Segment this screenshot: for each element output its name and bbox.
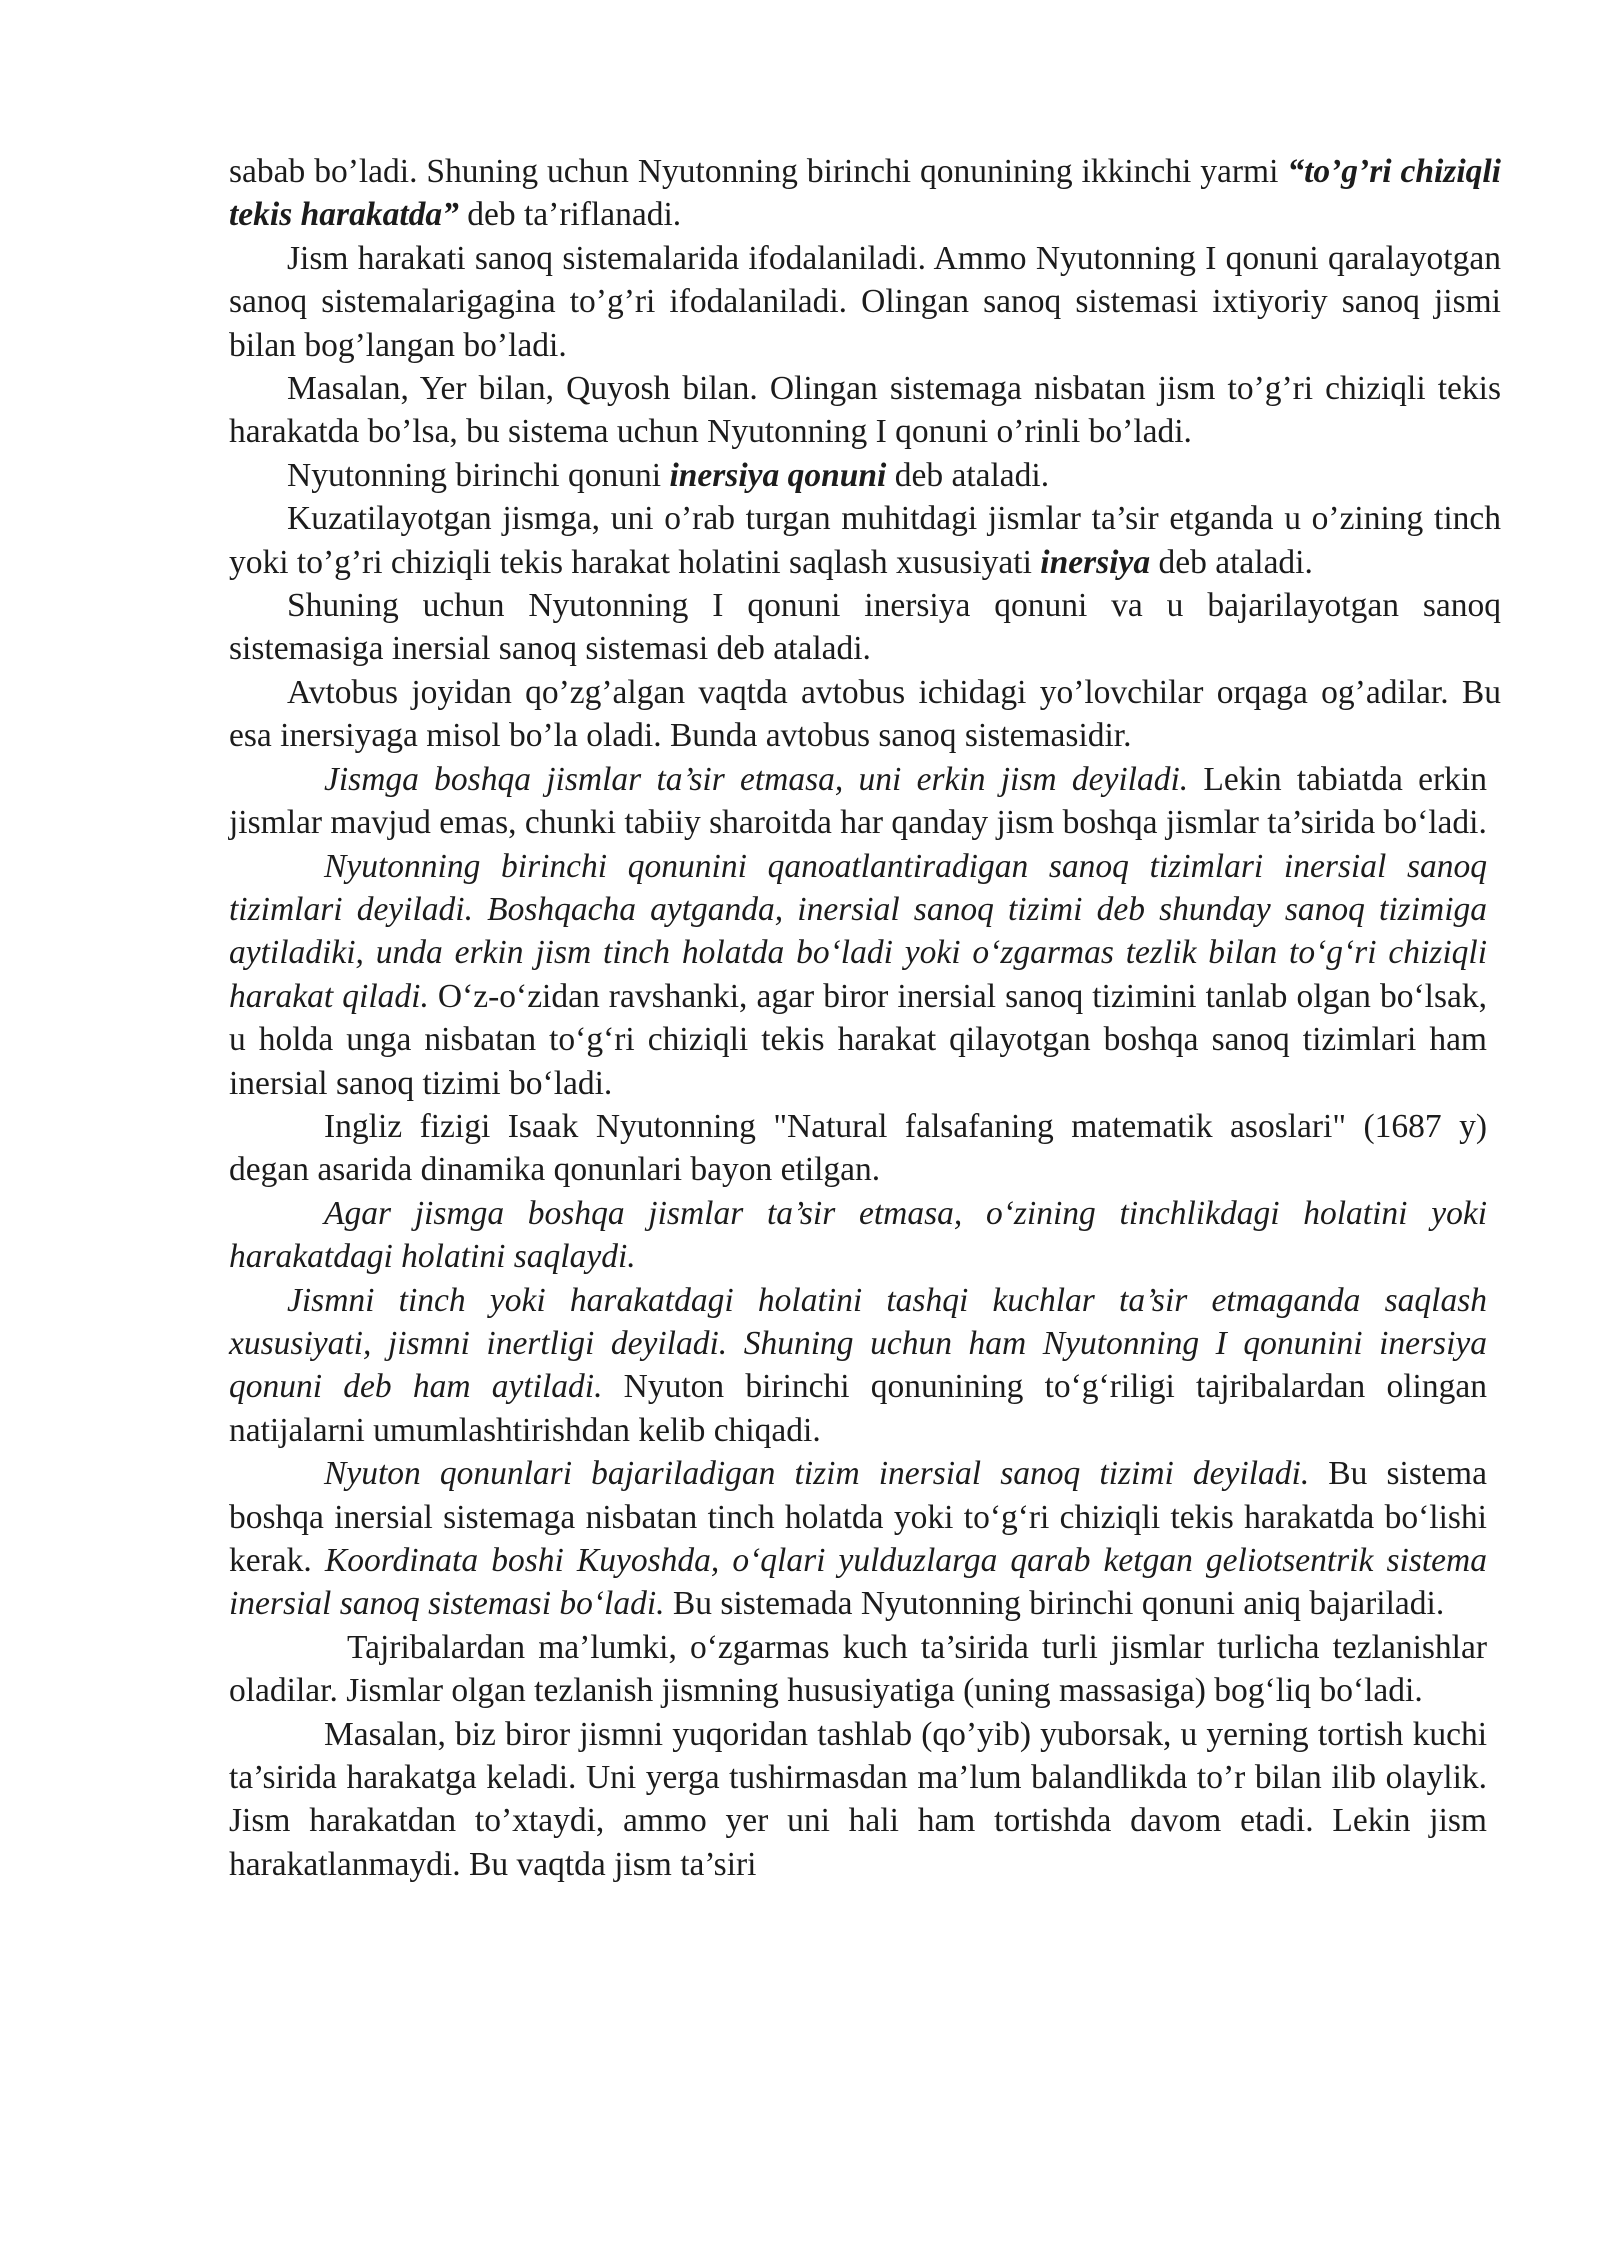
paragraph-8: Jismga boshqa jismlar ta’sir etmasa, uni erkin jism deyiladi. Lekin tabiatda erkin jismlar mavjud emas, chunki tabiiy sharoitda har qanday jism boshqa jismlar ta’sirida bo‘ladi. [229, 760, 1487, 842]
paragraph-1: sabab bo’ladi. Shuning uchun Nyutonning birinchi qonunining ikkinchi yarmi “to’g’ri chiziqli tekis harakatda” deb ta’riflanadi. [229, 153, 1501, 234]
document-page [229, 150, 1501, 1886]
italic-definition: Nyuton qonunlari bajariladigan tizim inersial sanoq tizimi deyiladi. [324, 1455, 1310, 1493]
paragraph-5: Kuzatilayotgan jismga, uni o’rab turgan muhitdagi jismlar ta’sir etganda u o’zining tinch yoki to’g’ri chiziqli tekis harakat holatini saqlash xususiyati inersiya deb ataladi. [229, 500, 1501, 581]
italic-definition: Jismga boshqa jismlar ta’sir etmasa, uni erkin jism deyiladi. [324, 760, 1189, 798]
paragraph-6: Shuning uchun Nyutonning I qonuni inersiya qonuni va u bajarilayotgan sanoq sistemasiga inersial sanoq sistemasi deb ataladi. [229, 587, 1501, 668]
italic-definition: Agar jismga boshqa jismlar ta’sir etmasa, o‘zining tinchlikdagi holatini yoki harakatdagi holatini saqlaydi. [229, 1194, 1487, 1276]
italic-definition: Koordinata boshi Kuyoshda, o‘qlari yulduzlarga qarab ketgan geliotsentrik sistema inersial sanoq sistemasi bo‘ladi. [229, 1542, 1487, 1623]
bold-italic-term: inersiya [1040, 543, 1151, 581]
paragraph-2: Jism harakati sanoq sistemalarida ifodalaniladi. Ammo Nyutonning I qonuni qaralayotgan sanoq sistemalarigagina to’g’ri ifodalaniladi. Olingan sanoq sistemasi ixtiyoriy sanoq jismi bilan bog’langan bo’ladi. [229, 239, 1501, 364]
paragraph-13: Nyuton qonunlari bajariladigan tizim inersial sanoq tizimi deyiladi. Bu sistema boshqa inersial sistemaga nisbatan tinch holatda yoki to‘g‘ri chiziqli tekis harakatda bo‘lishi kerak. Koordinata boshi Kuyoshda, o‘qlari yulduzlarga qarab ketgan geliotsentrik sistema inersial sanoq sistemasi bo‘ladi. Bu sistemada Nyutonning birinchi qonuni aniq bajariladi. [229, 1455, 1487, 1623]
paragraph-3: Masalan, Yer bilan, Quyosh bilan. Olingan sistemaga nisbatan jism to’g’ri chiziqli tekis harakatda bo’lsa, bu sistema uchun Nyutonning I qonuni o’rinli bo’ladi. [229, 370, 1501, 451]
italic-definition: Nyutonning birinchi qonunini qanoatlantiradigan sanoq tizimlari inersial sanoq tizimlari deyiladi. Boshqacha aytganda, inersial sanoq tizimi deb shunday sanoq tizimiga aytiladiki, unda erkin jism tinch holatda bo‘ladi yoki o‘zgarmas tezlik bilan to‘g‘ri chiziqli harakat qiladi. [229, 847, 1487, 1015]
bold-italic-term: “to’g’ri chiziqli tekis harakatda” [229, 153, 1501, 234]
italic-definition: Jismni tinch yoki harakatdagi holatini tashqi kuchlar ta’sir etmaganda saqlash xususiyati, jismni inertligi deyiladi. Shuning uchun ham Nyutonning I qonunini inersiya qonuni deb ham aytiladi. [229, 1281, 1487, 1406]
paragraph-11 [229, 1192, 1487, 1279]
paragraph-15: Masalan, biz biror jismni yuqoridan tashlab (qo’yib) yuborsak, u yerning tortish kuchi ta’sirida harakatga keladi. Uni yerga tushirmasdan ma’lum balandlikda to’r bilan ilib olaylik. Jism harakatdan to’xtaydi, ammo yer uni hali ham tortishda davom etadi. Lekin jism harakatlanmaydi. Bu vaqtda jism ta’siri [229, 1715, 1487, 1883]
paragraph-14: Tajribalardan ma’lumki, o‘zgarmas kuch ta’sirida turli jismlar turlicha tezlanishlar oladilar. Jismlar olgan tezlanish jismning hususiyatiga (uning massasiga) bog‘liq bo‘ladi. [229, 1628, 1487, 1710]
paragraph-12: Jismni tinch yoki harakatdagi holatini tashqi kuchlar ta’sir etmaganda saqlash xususiyati, jismni inertligi deyiladi. Shuning uchun ham Nyutonning I qonunini inersiya qonuni deb ham aytiladi. Nyuton birinchi qonunining to‘g‘riligi tajribalardan olingan natijalarni umumlashtirishdan kelib chiqadi. [229, 1281, 1487, 1449]
bold-italic-term: inersiya qonuni [669, 456, 887, 494]
paragraph-10: Ingliz fizigi Isaak Nyutonning "Natural falsafaning matematik asoslari" (1687 y) degan asarida dinamika qonunlari bayon etilgan. [229, 1107, 1487, 1189]
paragraph-7: Avtobus joyidan qo’zg’algan vaqtda avtobus ichidagi yo’lovchilar orqaga og’adilar. Bu esa inersiyaga misol bo’la oladi. Bunda avtobus sanoq sistemasidir. [229, 673, 1501, 755]
paragraph-9: Nyutonning birinchi qonunini qanoatlantiradigan sanoq tizimlari inersial sanoq tizimlari deyiladi. Boshqacha aytganda, inersial sanoq tizimi deb shunday sanoq tizimiga aytiladiki, unda erkin jism tinch holatda bo‘ladi yoki o‘zgarmas tezlik bilan to‘g‘ri chiziqli harakat qiladi. O‘z-o‘zidan ravshanki, agar biror inersial sanoq tizimini tanlab olgan bo‘lsak, u holda unga nisbatan to‘g‘ri chiziqli tekis harakat qilayotgan boshqa sanoq tizimlari ham inersial sanoq tizimi bo‘ladi. [229, 847, 1487, 1102]
paragraph-4: Nyutonning birinchi qonuni inersiya qonuni deb ataladi. [287, 456, 1050, 494]
